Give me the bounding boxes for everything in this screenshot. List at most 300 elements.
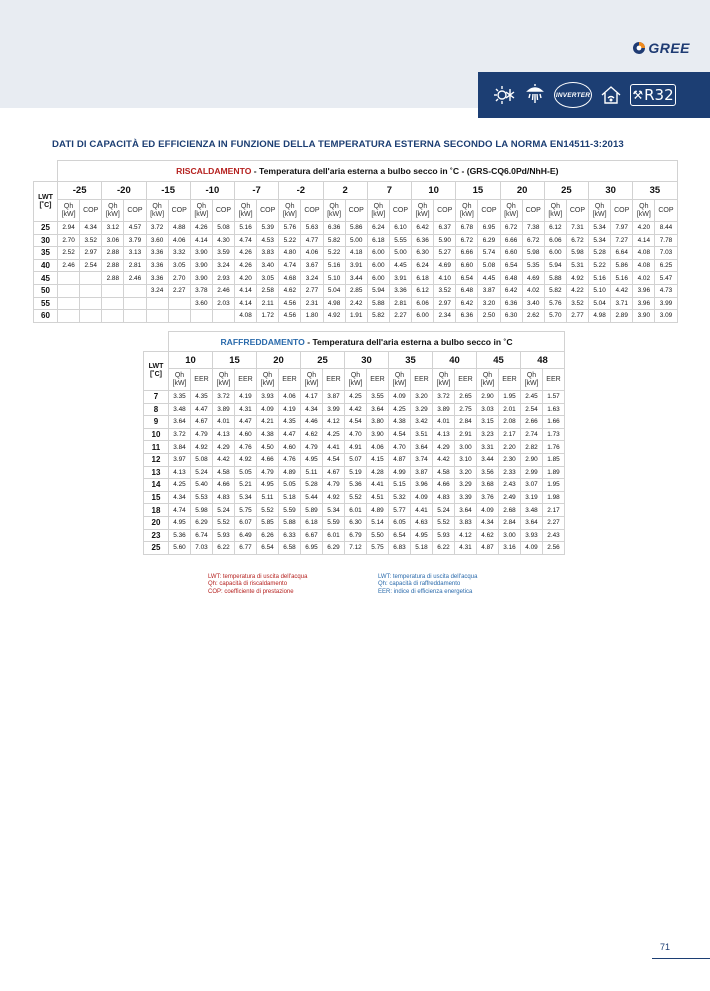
capacity-header (389, 369, 411, 391)
capacity-cell: 4.34 (301, 403, 323, 416)
capacity-cell: 4.68 (279, 272, 301, 285)
efficiency-cell: 3.99 (655, 297, 677, 310)
capacity-cell: 5.07 (345, 453, 367, 466)
efficiency-cell: 7.27 (611, 234, 633, 247)
capacity-cell: 3.68 (477, 479, 499, 492)
capacity-cell: 3.97 (169, 453, 191, 466)
efficiency-cell: 2.11 (257, 297, 279, 310)
capacity-cell: 6.60 (500, 247, 522, 260)
capacity-label: Qh (417, 202, 428, 210)
efficiency-cell: 4.06 (367, 441, 389, 454)
efficiency-header: COP (80, 200, 102, 222)
efficiency-cell: 4.63 (411, 516, 433, 529)
efficiency-cell: 4.79 (323, 479, 345, 492)
efficiency-cell: 6.72 (566, 234, 588, 247)
page-number: 71 (659, 942, 670, 952)
efficiency-cell: 3.83 (455, 516, 477, 529)
efficiency-cell: 5.50 (367, 529, 389, 542)
capacity-cell: 3.07 (521, 479, 543, 492)
capacity-header (544, 200, 566, 222)
capacity-cell (102, 297, 124, 310)
capacity-cell: 5.11 (257, 491, 279, 504)
efficiency-cell: 6.33 (279, 529, 301, 542)
table-row (144, 391, 565, 404)
legend-line: LWT: temperatura di uscita dell'acqua (378, 574, 478, 580)
efficiency-cell: 5.75 (235, 504, 257, 517)
efficiency-cell: 6.29 (191, 516, 213, 529)
lwt-value: 45 (34, 272, 58, 285)
capacity-cell: 5.34 (589, 222, 611, 235)
efficiency-cell: 3.64 (367, 403, 389, 416)
capacity-cell: 5.52 (257, 504, 279, 517)
table-row (34, 259, 678, 272)
capacity-cell (146, 297, 168, 310)
lwt-value: 9 (144, 416, 169, 429)
efficiency-cell: 3.52 (434, 284, 456, 297)
capacity-cell: 3.48 (521, 504, 543, 517)
efficiency-cell: 3.39 (455, 491, 477, 504)
capacity-cell: 6.67 (301, 529, 323, 542)
brand-logo (632, 40, 690, 56)
capacity-cell: 3.90 (190, 272, 212, 285)
capacity-cell: 5.52 (345, 491, 367, 504)
efficiency-cell: 5.74 (478, 247, 500, 260)
capacity-label: Qh (240, 202, 251, 210)
capacity-cell: 6.00 (367, 259, 389, 272)
efficiency-cell: 3.55 (367, 391, 389, 404)
efficiency-cell: 3.59 (212, 247, 234, 260)
temperature-header: 40 (433, 352, 477, 369)
capacity-cell (58, 310, 80, 323)
capacity-cell: 3.19 (521, 491, 543, 504)
efficiency-cell: 1.57 (543, 391, 565, 404)
efficiency-cell: 2.85 (345, 284, 367, 297)
capacity-cell: 6.24 (412, 259, 434, 272)
lwt-value: 12 (144, 453, 169, 466)
efficiency-cell: 4.06 (168, 234, 190, 247)
efficiency-cell: 2.01 (499, 403, 521, 416)
capacity-cell: 4.95 (169, 516, 191, 529)
efficiency-cell: 5.39 (257, 222, 279, 235)
table-row (144, 416, 565, 429)
capacity-unit: [kW] (592, 210, 607, 218)
capacity-cell: 6.30 (345, 516, 367, 529)
capacity-cell: 5.82 (323, 234, 345, 247)
lwt-value: 11 (144, 441, 169, 454)
efficiency-header: EER (279, 369, 301, 391)
heating-caption (58, 161, 678, 182)
capacity-cell: 3.48 (169, 403, 191, 416)
capacity-cell: 2.74 (521, 428, 543, 441)
efficiency-header: COP (168, 200, 190, 222)
capacity-cell (58, 297, 80, 310)
temperature-header: 30 (589, 182, 633, 200)
efficiency-cell: 1.91 (345, 310, 367, 323)
efficiency-cell: 4.35 (279, 416, 301, 429)
capacity-cell: 4.42 (433, 453, 455, 466)
efficiency-cell: 2.68 (499, 504, 521, 517)
capacity-cell (190, 310, 212, 323)
efficiency-cell: 3.79 (124, 234, 146, 247)
capacity-header (235, 200, 257, 222)
capacity-label: Qh (550, 202, 560, 210)
efficiency-cell: 6.77 (235, 542, 257, 555)
capacity-cell: 4.09 (257, 403, 279, 416)
temperature-header: 45 (477, 352, 521, 369)
efficiency-cell: 2.27 (168, 284, 190, 297)
efficiency-cell: 5.21 (235, 479, 257, 492)
legend-line: EER: indice di efficienza energetica (378, 588, 473, 595)
capacity-cell: 4.74 (169, 504, 191, 517)
capacity-unit: [kW] (172, 379, 187, 387)
efficiency-cell: 6.10 (389, 222, 411, 235)
efficiency-cell: 4.34 (80, 222, 102, 235)
capacity-cell: 5.04 (589, 297, 611, 310)
capacity-cell: 2.54 (521, 403, 543, 416)
page-number-rule (652, 958, 710, 959)
heating-caption-strong: RISCALDAMENTO (176, 166, 252, 176)
capacity-label: Qh (482, 371, 493, 379)
capacity-cell: 2.90 (477, 391, 499, 404)
efficiency-header: COP (478, 200, 500, 222)
efficiency-cell: 5.90 (434, 234, 456, 247)
capacity-cell: 4.26 (190, 222, 212, 235)
capacity-cell: 4.21 (257, 416, 279, 429)
efficiency-cell: 2.62 (522, 310, 544, 323)
efficiency-cell (124, 297, 146, 310)
capacity-cell: 4.38 (257, 428, 279, 441)
capacity-cell: 5.52 (213, 516, 235, 529)
efficiency-cell: 4.67 (323, 466, 345, 479)
efficiency-cell: 3.10 (455, 453, 477, 466)
capacity-label: Qh (329, 202, 339, 210)
efficiency-cell: 2.17 (543, 504, 565, 517)
efficiency-header: COP (522, 200, 544, 222)
efficiency-cell: 7.78 (655, 234, 677, 247)
capacity-cell: 5.60 (169, 542, 191, 555)
capacity-cell: 4.34 (169, 491, 191, 504)
efficiency-cell: 4.92 (191, 441, 213, 454)
gree-logo-icon (632, 41, 646, 55)
temperature-header: -10 (190, 182, 234, 200)
efficiency-header: EER (499, 369, 521, 391)
capacity-cell: 6.30 (500, 310, 522, 323)
capacity-cell: 4.08 (235, 310, 257, 323)
efficiency-header: COP (257, 200, 279, 222)
efficiency-cell: 6.37 (434, 222, 456, 235)
table-row (34, 297, 678, 310)
capacity-cell: 5.76 (544, 297, 566, 310)
efficiency-cell: 5.34 (235, 491, 257, 504)
table-row (144, 516, 565, 529)
capacity-cell: 4.29 (213, 441, 235, 454)
capacity-header (190, 200, 212, 222)
efficiency-header: EER (235, 369, 257, 391)
efficiency-cell: 4.12 (455, 529, 477, 542)
efficiency-cell: 3.64 (455, 504, 477, 517)
efficiency-cell: 3.36 (389, 284, 411, 297)
capacity-cell: 6.66 (500, 234, 522, 247)
efficiency-cell: 4.31 (235, 403, 257, 416)
capacity-cell: 6.26 (257, 529, 279, 542)
lwt-value: 55 (34, 297, 58, 310)
efficiency-cell: 7.03 (191, 542, 213, 555)
capacity-cell: 4.83 (213, 491, 235, 504)
capacity-unit: [kW] (480, 379, 495, 387)
capacity-cell: 6.00 (544, 247, 566, 260)
efficiency-cell: 1.73 (543, 428, 565, 441)
table-row (144, 428, 565, 441)
capacity-cell: 3.36 (146, 247, 168, 260)
efficiency-cell: 4.47 (235, 416, 257, 429)
capacity-cell: 4.95 (257, 479, 279, 492)
capacity-cell: 4.98 (589, 310, 611, 323)
efficiency-cell: 4.45 (478, 272, 500, 285)
efficiency-cell: 6.64 (611, 247, 633, 260)
efficiency-cell: 4.76 (279, 453, 301, 466)
efficiency-cell: 2.97 (80, 247, 102, 260)
capacity-cell: 5.22 (589, 259, 611, 272)
temperature-header: 20 (257, 352, 301, 369)
efficiency-cell: 5.08 (191, 453, 213, 466)
capacity-cell: 5.15 (389, 479, 411, 492)
capacity-cell: 3.96 (633, 297, 655, 310)
page-title: DATI DI CAPACITÀ ED EFFICIENZA IN FUNZIONE DELLA TEMPERATURA ESTERNA SECONDO LA NORMA EN14511-3:2013 (52, 139, 624, 150)
capacity-cell: 2.82 (521, 441, 543, 454)
efficiency-cell: 3.05 (257, 272, 279, 285)
cooling-legend (378, 574, 477, 596)
capacity-cell: 3.72 (213, 391, 235, 404)
capacity-label: Qh (174, 371, 185, 379)
capacity-cell: 6.22 (213, 542, 235, 555)
capacity-cell: 2.70 (58, 234, 80, 247)
capacity-cell: 4.74 (235, 234, 257, 247)
capacity-header (323, 200, 345, 222)
table-row (144, 466, 565, 479)
capacity-cell: 6.22 (433, 542, 455, 555)
efficiency-cell: 2.65 (455, 391, 477, 404)
efficiency-cell: 2.46 (124, 272, 146, 285)
capacity-cell (102, 310, 124, 323)
capacity-cell: 5.77 (389, 504, 411, 517)
efficiency-cell: 4.19 (279, 403, 301, 416)
capacity-cell: 5.36 (169, 529, 191, 542)
capacity-cell: 4.99 (389, 466, 411, 479)
capacity-cell: 3.23 (477, 428, 499, 441)
efficiency-cell: 3.87 (323, 391, 345, 404)
table-row (144, 542, 565, 555)
efficiency-cell: 2.81 (124, 259, 146, 272)
temperature-header: 10 (412, 182, 456, 200)
capacity-cell: 4.08 (633, 259, 655, 272)
temperature-header: 7 (367, 182, 411, 200)
capacity-header (633, 200, 655, 222)
capacity-cell: 6.00 (412, 310, 434, 323)
capacity-cell: 5.52 (433, 516, 455, 529)
capacity-label: Qh (526, 371, 537, 379)
efficiency-cell: 2.49 (499, 491, 521, 504)
efficiency-cell: 4.15 (367, 453, 389, 466)
temperature-header: -20 (102, 182, 146, 200)
capacity-cell: 4.66 (257, 453, 279, 466)
efficiency-header: COP (655, 200, 677, 222)
capacity-label: Qh (63, 202, 74, 210)
efficiency-cell: 3.42 (411, 416, 433, 429)
efficiency-cell: 1.95 (543, 479, 565, 492)
capacity-cell: 6.36 (412, 234, 434, 247)
temperature-header: 15 (213, 352, 257, 369)
efficiency-cell: 3.91 (345, 259, 367, 272)
table-row (34, 247, 678, 260)
table-row (144, 504, 565, 517)
efficiency-cell: 3.67 (301, 259, 323, 272)
efficiency-cell: 4.89 (279, 466, 301, 479)
capacity-cell: 6.79 (345, 529, 367, 542)
capacity-unit: [kW] (524, 379, 539, 387)
efficiency-cell: 2.81 (389, 297, 411, 310)
capacity-header (367, 200, 389, 222)
efficiency-cell: 1.76 (543, 441, 565, 454)
heating-caption-rest: - Temperatura dell'aria esterna a bulbo secco in ˚C - (GRS-CQ6.0Pd/NhH-E) (251, 166, 559, 176)
efficiency-header: COP (389, 200, 411, 222)
efficiency-cell (80, 284, 102, 297)
capacity-unit: [kW] (194, 210, 209, 218)
capacity-cell: 5.34 (589, 234, 611, 247)
capacity-cell: 5.32 (389, 491, 411, 504)
efficiency-cell: 3.40 (522, 297, 544, 310)
capacity-cell: 5.16 (589, 272, 611, 285)
shower-icon (523, 82, 547, 108)
capacity-cell: 4.95 (301, 453, 323, 466)
capacity-cell: 5.22 (279, 234, 301, 247)
capacity-cell: 5.11 (301, 466, 323, 479)
capacity-cell: 3.84 (169, 441, 191, 454)
capacity-cell: 4.66 (433, 479, 455, 492)
lwt-value: 25 (144, 542, 169, 555)
capacity-cell: 4.79 (301, 441, 323, 454)
efficiency-cell: 4.76 (235, 441, 257, 454)
capacity-cell: 4.01 (213, 416, 235, 429)
capacity-label: Qh (108, 202, 118, 210)
efficiency-cell: 5.75 (367, 542, 389, 555)
capacity-cell: 2.52 (58, 247, 80, 260)
efficiency-cell: 1.80 (301, 310, 323, 323)
efficiency-cell: 3.13 (124, 247, 146, 260)
efficiency-cell: 2.20 (499, 441, 521, 454)
capacity-unit: [kW] (150, 210, 165, 218)
efficiency-cell: 1.63 (543, 403, 565, 416)
efficiency-cell (124, 284, 146, 297)
capacity-cell: 2.66 (521, 416, 543, 429)
efficiency-cell: 4.25 (323, 428, 345, 441)
efficiency-cell: 5.53 (191, 491, 213, 504)
lwt-label: LWT (148, 363, 164, 370)
capacity-cell: 5.94 (367, 284, 389, 297)
capacity-cell: 2.88 (102, 259, 124, 272)
temperature-header: 20 (500, 182, 544, 200)
capacity-cell: 6.54 (500, 259, 522, 272)
capacity-cell: 5.82 (367, 310, 389, 323)
capacity-cell: 4.50 (257, 441, 279, 454)
capacity-cell: 3.78 (190, 284, 212, 297)
capacity-cell: 6.83 (389, 542, 411, 555)
table-row (34, 234, 678, 247)
brand-name: GREE (648, 40, 690, 56)
capacity-header (257, 369, 279, 391)
capacity-label: Qh (306, 371, 317, 379)
table-row (144, 441, 565, 454)
efficiency-cell: 3.00 (455, 441, 477, 454)
capacity-cell: 6.42 (412, 222, 434, 235)
efficiency-cell: 2.33 (499, 466, 521, 479)
efficiency-cell: 6.07 (235, 516, 257, 529)
capacity-cell: 3.90 (190, 247, 212, 260)
lwt-label: LWT (38, 193, 53, 201)
efficiency-cell: 3.83 (257, 247, 279, 260)
efficiency-cell: 4.77 (301, 234, 323, 247)
efficiency-cell: 4.95 (411, 529, 433, 542)
capacity-cell: 5.16 (323, 259, 345, 272)
capacity-cell: 4.74 (279, 259, 301, 272)
capacity-cell: 4.25 (169, 479, 191, 492)
heating-legend (208, 574, 307, 596)
capacity-cell: 4.20 (235, 272, 257, 285)
efficiency-cell (124, 310, 146, 323)
efficiency-cell: 5.18 (279, 491, 301, 504)
capacity-cell: 4.13 (433, 428, 455, 441)
lwt-value: 60 (34, 310, 58, 323)
capacity-cell: 6.18 (412, 272, 434, 285)
capacity-cell: 5.04 (323, 284, 345, 297)
capacity-cell: 4.87 (477, 542, 499, 555)
capacity-cell: 4.80 (279, 247, 301, 260)
lwt-value: 35 (34, 247, 58, 260)
heating-table (33, 160, 678, 323)
lwt-value: 50 (34, 284, 58, 297)
efficiency-cell: 6.95 (478, 222, 500, 235)
efficiency-cell: 4.53 (257, 234, 279, 247)
table-row (144, 403, 565, 416)
capacity-cell: 4.29 (433, 441, 455, 454)
efficiency-cell: 4.22 (566, 284, 588, 297)
table-row (34, 222, 678, 235)
capacity-cell: 6.36 (456, 310, 478, 323)
efficiency-cell: 4.45 (389, 259, 411, 272)
temperature-header: 35 (633, 182, 677, 200)
lwt-value: 20 (144, 516, 169, 529)
efficiency-cell: 4.28 (367, 466, 389, 479)
capacity-cell: 4.87 (389, 453, 411, 466)
capacity-cell: 3.64 (521, 516, 543, 529)
efficiency-cell: 1.66 (543, 416, 565, 429)
efficiency-cell: 4.89 (367, 504, 389, 517)
efficiency-header: EER (367, 369, 389, 391)
temperature-header: -25 (58, 182, 102, 200)
capacity-label: Qh (350, 371, 361, 379)
capacity-cell: 4.13 (169, 466, 191, 479)
efficiency-cell: 5.16 (611, 272, 633, 285)
efficiency-cell: 6.58 (279, 542, 301, 555)
capacity-cell: 4.25 (345, 391, 367, 404)
efficiency-cell: 4.69 (434, 259, 456, 272)
capacity-cell: 3.93 (257, 391, 279, 404)
capacity-cell: 6.36 (500, 297, 522, 310)
temperature-header: 25 (301, 352, 345, 369)
efficiency-cell: 4.79 (191, 428, 213, 441)
efficiency-header: COP (566, 200, 588, 222)
capacity-label: Qh (196, 202, 206, 210)
cooling-caption-strong: RAFFREDDAMENTO (220, 336, 305, 347)
